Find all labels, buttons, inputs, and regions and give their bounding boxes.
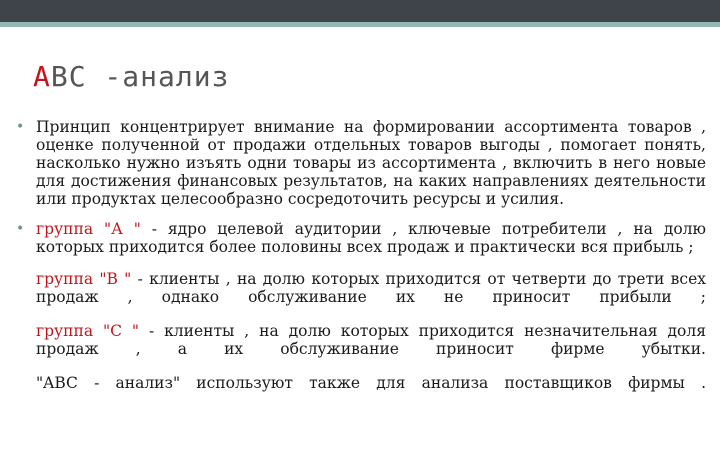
group-b-text: - клиенты , на долю которых приходится от четверти до трети всех продаж , однако обслуживание их не приносит прибыли ;	[36, 270, 706, 306]
top-accent-stripe	[0, 22, 720, 27]
slide-title	[33, 60, 229, 93]
bullet-marker: •	[16, 221, 25, 237]
group-b-label: группа "В "	[36, 270, 132, 288]
top-decor-bar	[0, 0, 720, 22]
group-a-text: - ядро целевой аудитории , ключевые потребители , на долю которых приходится более половины всех продаж и практически вся прибыль ;	[36, 220, 707, 256]
slide-body	[14, 118, 706, 392]
group-b-paragraph	[14, 270, 706, 306]
title-accent-letter: A	[33, 60, 51, 93]
principle-text: Принцип концентрирует внимание на формировании ассортимента товаров , оценке полученной от продажи отдельных товаров выгоды , помогает понять, насколько нужно изъять одни товары из ассортимента , включить в него новые для достижения финансовых результатов, на каких направлениях деятельности или продуктах целесообразно сосредоточить ресурсы и усилия.	[36, 118, 706, 208]
bullet-principle	[14, 118, 706, 208]
closing-paragraph	[14, 374, 706, 392]
group-c-label: группа "С "	[36, 322, 140, 340]
group-a-label: группа "А "	[36, 220, 141, 238]
bullet-marker: •	[16, 119, 25, 135]
bullet-group-a	[14, 220, 706, 256]
group-c-paragraph	[14, 322, 706, 358]
closing-text: "ABC - анализ" используют также для анализа поставщиков фирмы .	[36, 374, 706, 392]
title-text: BC -анализ	[50, 60, 230, 93]
group-c-text: - клиенты , на долю которых приходится незначительная доля продаж , а их обслуживание приносит фирме убытки.	[36, 322, 706, 358]
